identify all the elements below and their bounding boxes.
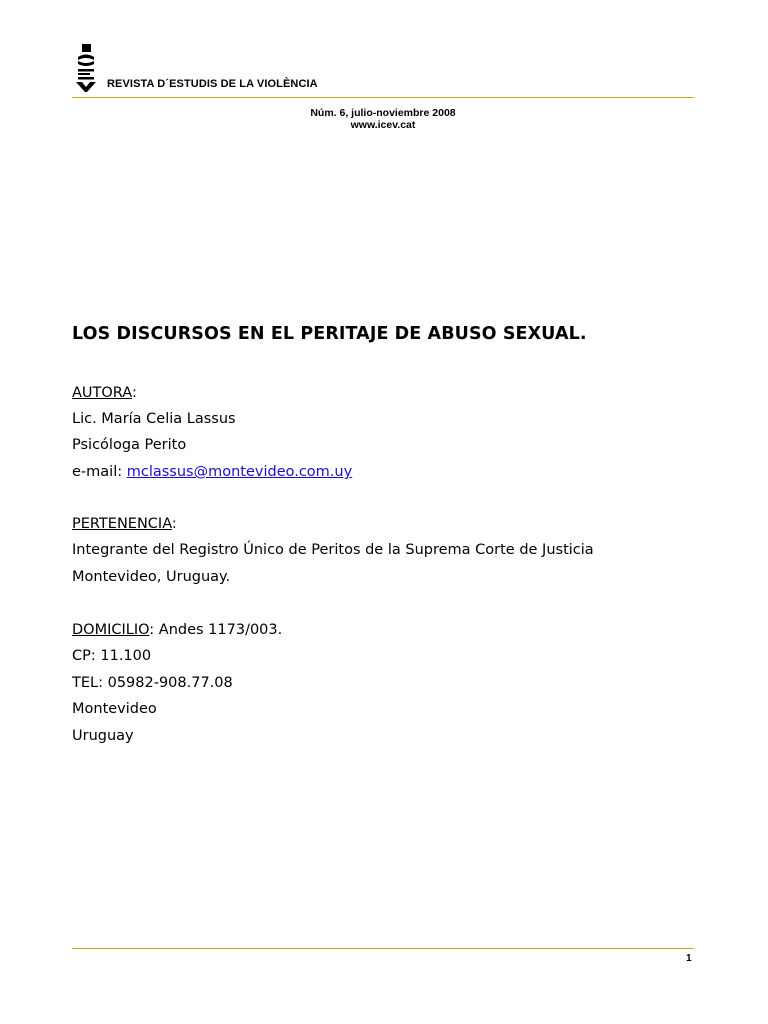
- country: Uruguay: [72, 728, 134, 744]
- journal-name: REVISTA D´ESTUDIS DE LA VIOLÈNCIA: [107, 78, 318, 90]
- postal-code: CP: 11.100: [72, 648, 152, 664]
- header-rule: [72, 97, 694, 98]
- author-role: Psicóloga Perito: [72, 437, 187, 453]
- email-link[interactable]: mclassus@montevideo.com.uy: [126, 464, 353, 480]
- author-email-line: [72, 464, 352, 480]
- affiliation-line-1: Integrante del Registro Único de Peritos de la Suprema Corte de Justicia: [72, 542, 594, 558]
- issue-info: Núm. 6, julio-noviembre 2008: [310, 107, 456, 119]
- icev-logo: [75, 44, 97, 92]
- website: www.icev.cat: [350, 119, 416, 131]
- city: Montevideo: [72, 701, 157, 717]
- affiliation-label: PERTENENCIA: [72, 516, 172, 532]
- address-line: [72, 622, 282, 638]
- affiliation-colon: :: [171, 516, 177, 532]
- article-title: LOS DISCURSOS EN EL PERITAJE DE ABUSO SEXUAL.: [72, 324, 587, 344]
- page-number: 1: [686, 953, 692, 964]
- author-heading: [72, 385, 137, 401]
- affiliation-line-2: Montevideo, Uruguay.: [72, 569, 231, 585]
- email-label: e-mail:: [72, 464, 127, 480]
- author-label: AUTORA: [72, 385, 132, 401]
- footer-rule: [72, 948, 694, 949]
- telephone: TEL: 05982-908.77.08: [72, 675, 233, 691]
- author-name: Lic. María Celia Lassus: [72, 411, 236, 427]
- address-label: DOMICILIO: [72, 622, 150, 638]
- icev-logo-mark: [75, 44, 97, 92]
- affiliation-heading: [72, 516, 177, 532]
- address-value: : Andes 1173/003.: [149, 622, 283, 638]
- author-colon: :: [131, 385, 137, 401]
